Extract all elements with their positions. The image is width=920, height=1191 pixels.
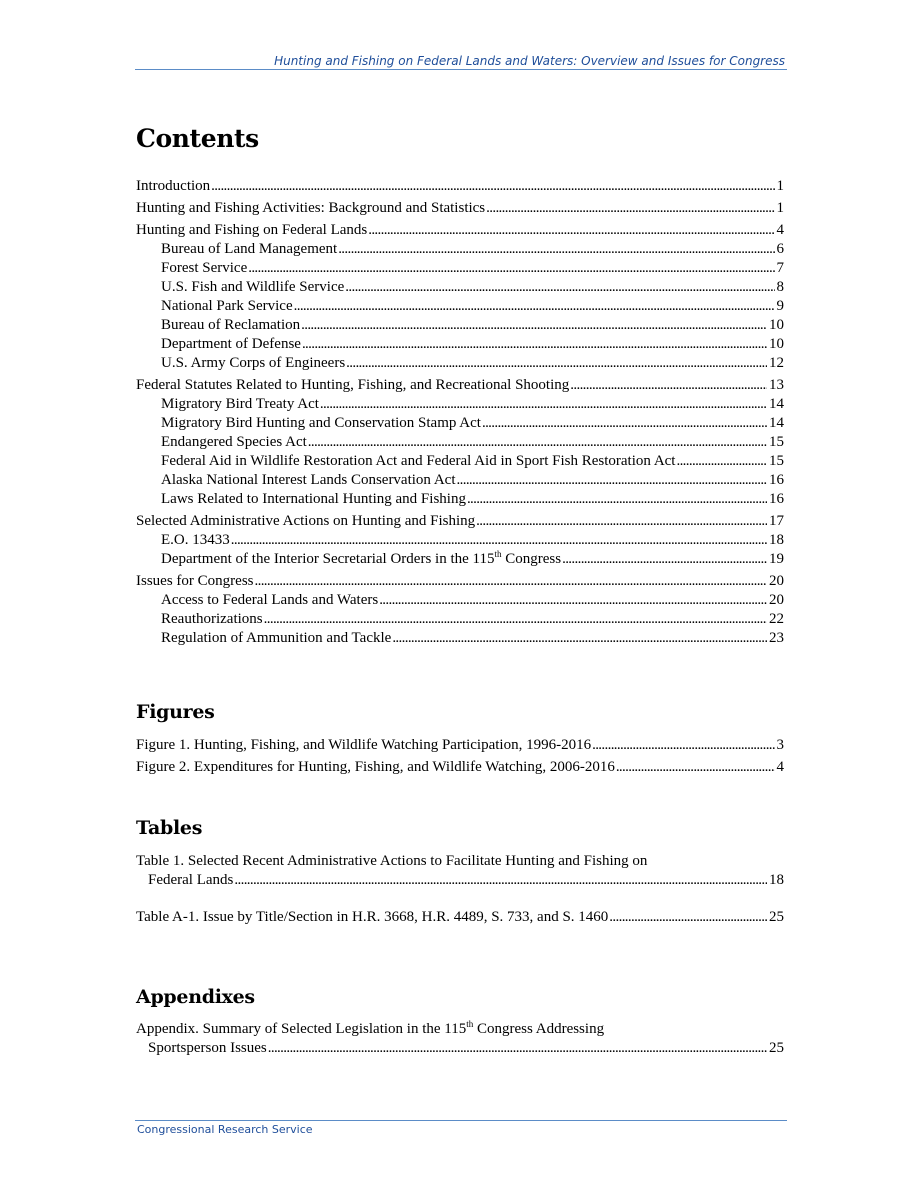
toc-entry-defense[interactable]: Department of Defense . . . 10 <box>136 335 784 354</box>
header-rule <box>135 69 787 70</box>
appendixes-list <box>136 1020 784 1058</box>
figure-entry-2[interactable]: Figure 2. Expenditures for Hunting, Fishing, and Wildlife Watching, 2006-2016 . . . 4 <box>136 758 784 777</box>
figures-list <box>136 733 784 777</box>
toc-entry-duck-stamp-act[interactable]: Migratory Bird Hunting and Conservation Stamp Act . . . 14 <box>136 414 784 433</box>
figure-entry-1[interactable]: Figure 1. Hunting, Fishing, and Wildlife Watching Participation, 1996-2016 . . . 3 <box>136 736 784 755</box>
toc-entry-fws[interactable]: U.S. Fish and Wildlife Service . . . 8 <box>136 278 784 297</box>
table-entry-a1[interactable]: Table A-1. Issue by Title/Section in H.R. 3668, H.R. 4489, S. 733, and S. 1460 . . . 25 <box>136 908 784 927</box>
contents-heading: Contents <box>136 124 259 153</box>
toc-entry-international-laws[interactable]: Laws Related to International Hunting and Fishing . . . 16 <box>136 490 784 509</box>
appendixes-heading: Appendixes <box>136 986 255 1008</box>
appendix-entry[interactable]: Appendix. Summary of Selected Legislation in the 115th Congress Addressing Sportsperson Issues . . . 25 <box>136 1020 784 1058</box>
toc-entry-anilca[interactable]: Alaska National Interest Lands Conservation Act . . . 16 <box>136 471 784 490</box>
footer-rule <box>135 1120 787 1121</box>
toc-entry-reclamation[interactable]: Bureau of Reclamation . . . 10 <box>136 316 784 335</box>
toc-entry-background-statistics[interactable]: Hunting and Fishing Activities: Background and Statistics . . . 1 <box>136 199 784 218</box>
toc-entry-blm[interactable]: Bureau of Land Management . . . 6 <box>136 240 784 259</box>
toc-entry-eo-13433[interactable]: E.O. 13433 . . . 18 <box>136 531 784 550</box>
toc-entry-forest-service[interactable]: Forest Service . . . 7 <box>136 259 784 278</box>
toc-entry-federal-lands[interactable]: Hunting and Fishing on Federal Lands . . . 4 <box>136 221 784 240</box>
toc-entry-federal-statutes[interactable]: Federal Statutes Related to Hunting, Fishing, and Recreational Shooting . . . 13 <box>136 376 784 395</box>
toc-entry-migratory-bird-treaty[interactable]: Migratory Bird Treaty Act . . . 14 <box>136 395 784 414</box>
toc-entry-issues-for-congress[interactable]: Issues for Congress . . . 20 <box>136 572 784 591</box>
contents-list <box>136 174 784 648</box>
toc-entry-endangered-species[interactable]: Endangered Species Act . . . 15 <box>136 433 784 452</box>
toc-entry-federal-aid[interactable]: Federal Aid in Wildlife Restoration Act and Federal Aid in Sport Fish Restoration Act . . . 15 <box>136 452 784 471</box>
toc-entry-introduction[interactable]: Introduction . . . 1 <box>136 177 784 196</box>
toc-entry-secretarial-orders[interactable]: Department of the Interior Secretarial Orders in the 115th Congress . . . 19 <box>136 550 784 569</box>
tables-list <box>136 852 784 927</box>
toc-entry-administrative-actions[interactable]: Selected Administrative Actions on Hunting and Fishing . . . 17 <box>136 512 784 531</box>
toc-entry-army-corps[interactable]: U.S. Army Corps of Engineers . . . 12 <box>136 354 784 373</box>
toc-entry-access[interactable]: Access to Federal Lands and Waters . . . 20 <box>136 591 784 610</box>
running-header: Hunting and Fishing on Federal Lands and Waters: Overview and Issues for Congress <box>274 54 785 68</box>
tables-heading: Tables <box>136 817 203 839</box>
figures-heading: Figures <box>136 701 215 723</box>
toc-entry-ammunition-tackle[interactable]: Regulation of Ammunition and Tackle . . . 23 <box>136 629 784 648</box>
toc-entry-reauthorizations[interactable]: Reauthorizations . . . 22 <box>136 610 784 629</box>
footer-publisher: Congressional Research Service <box>137 1123 313 1136</box>
toc-entry-nps[interactable]: National Park Service . . . 9 <box>136 297 784 316</box>
table-entry-1[interactable]: Table 1. Selected Recent Administrative Actions to Facilitate Hunting and Fishing on Federal Lands . . . 18 <box>136 852 784 890</box>
